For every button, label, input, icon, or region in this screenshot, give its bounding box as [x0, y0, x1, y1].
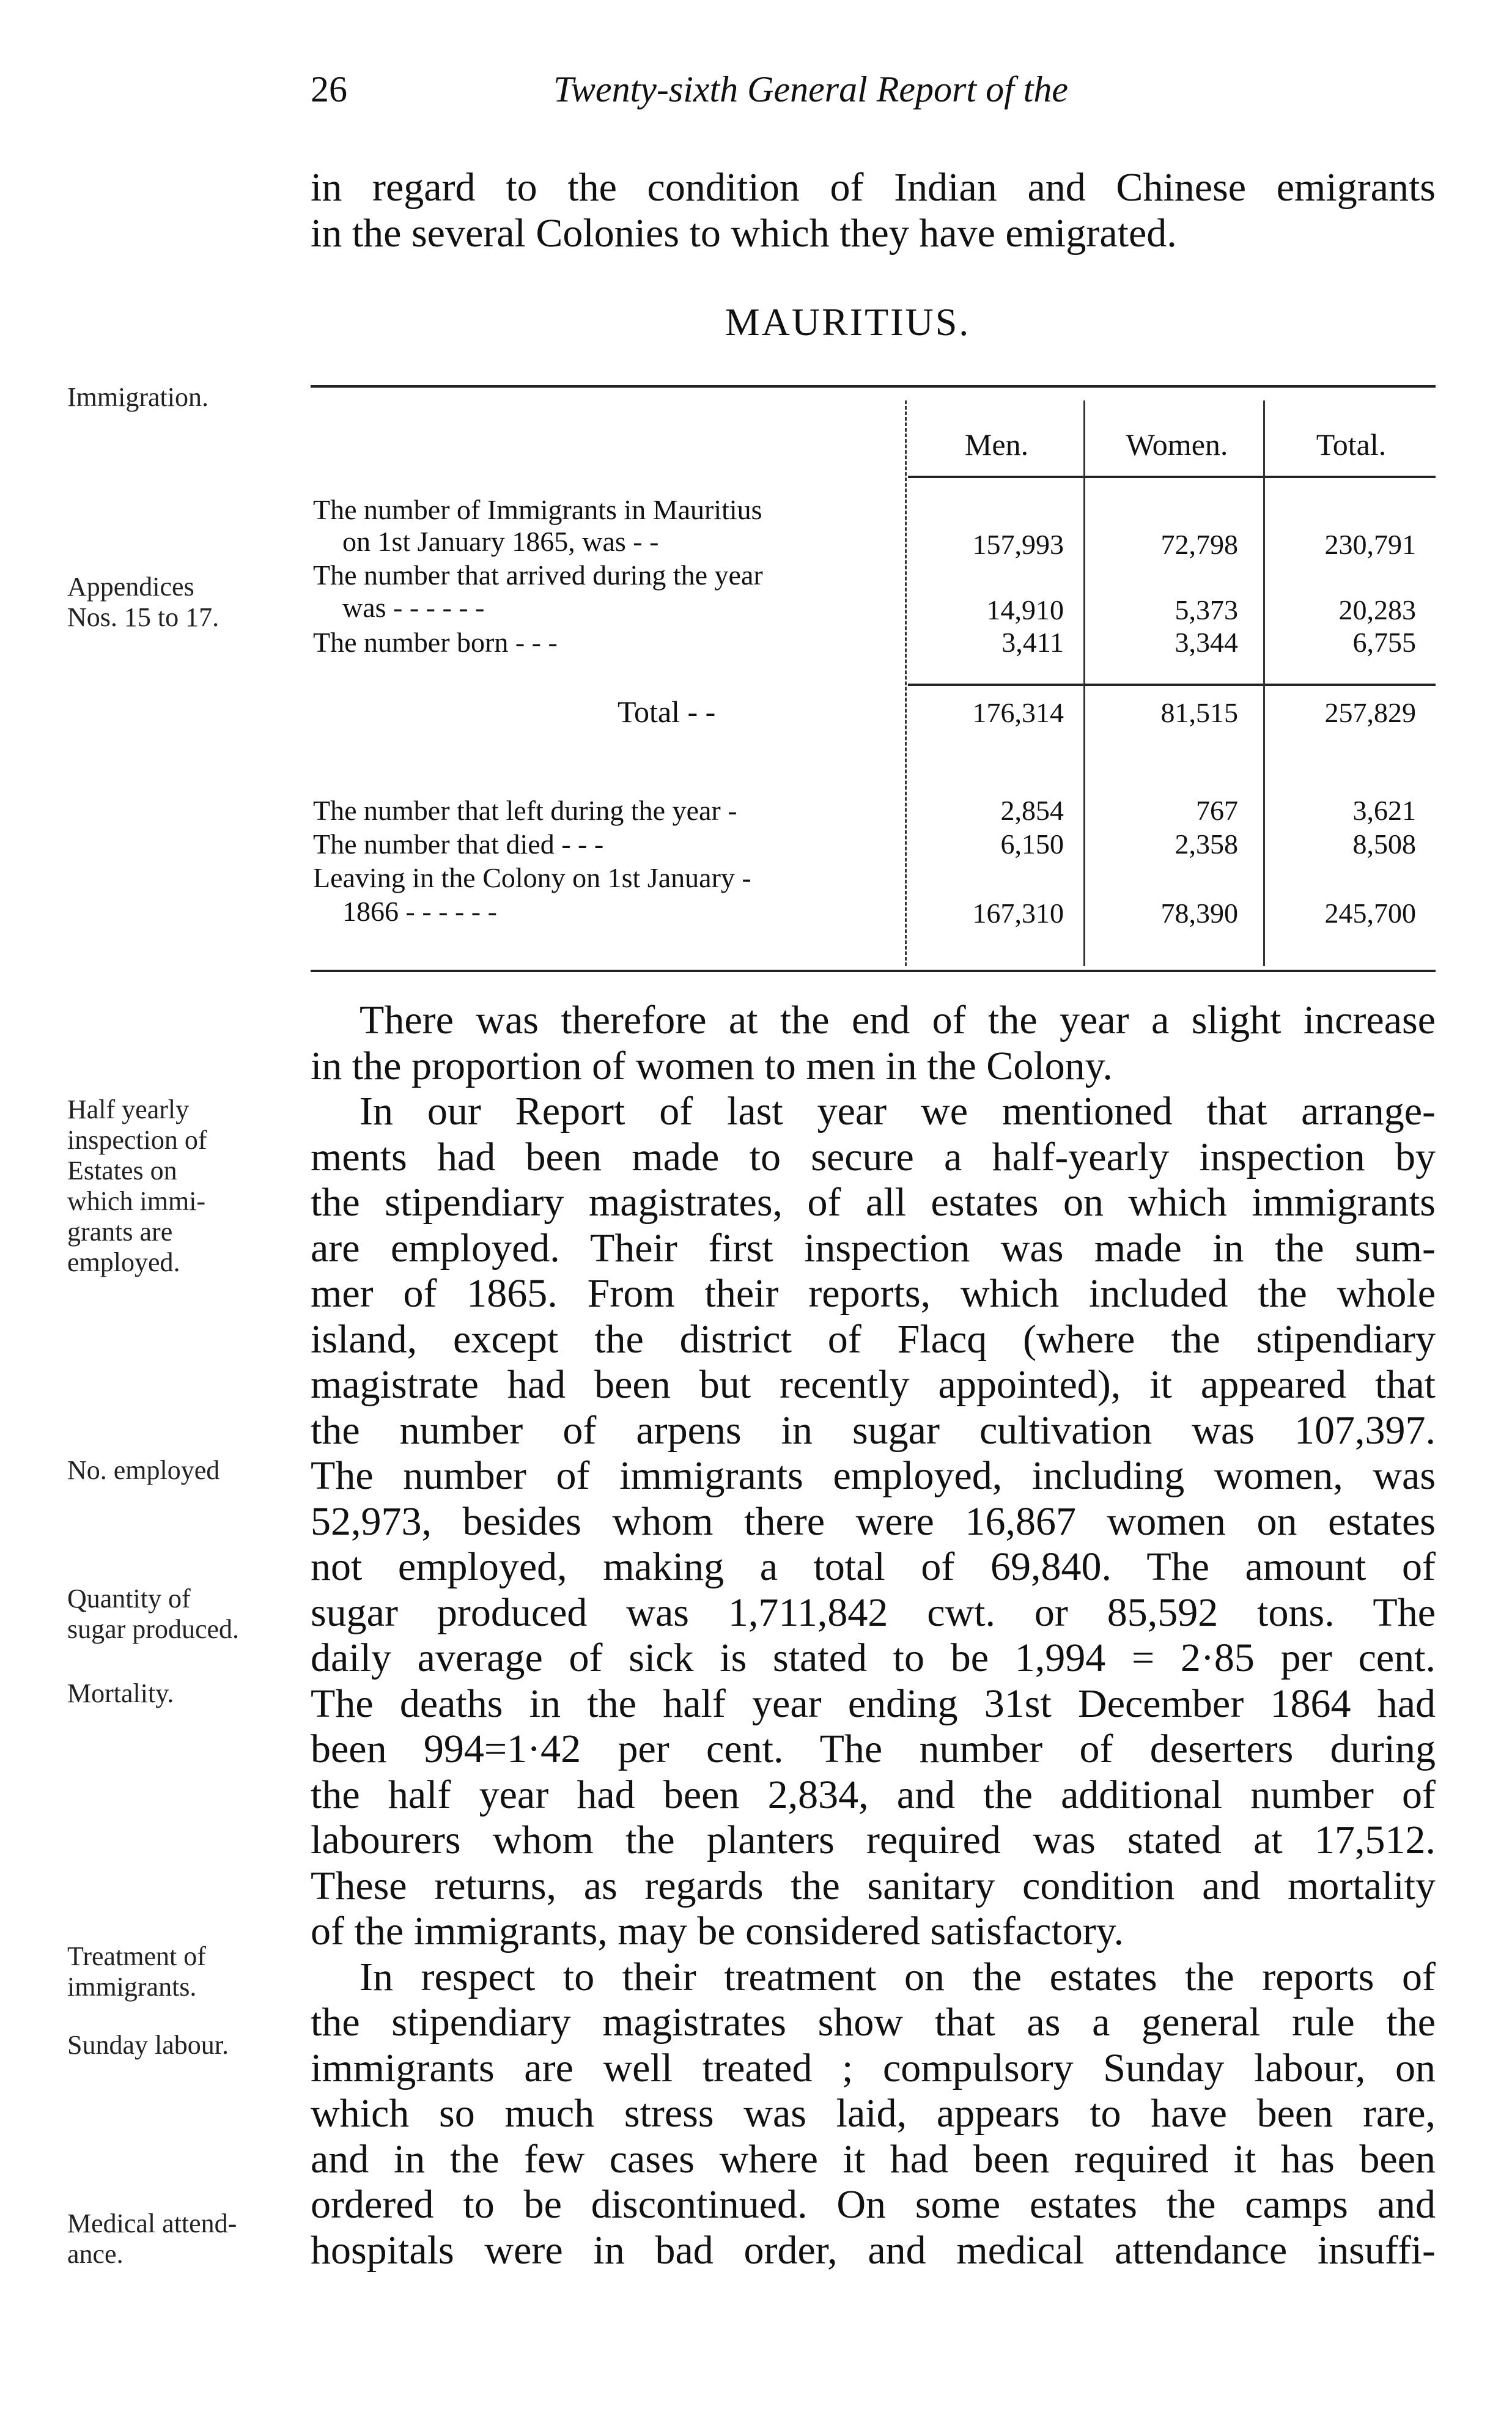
margin-note-line: Half yearly	[67, 1094, 190, 1124]
table-cell: 6,755	[1352, 627, 1416, 658]
table-cell: 176,314	[972, 697, 1064, 728]
margin-note-sunday	[67, 2030, 293, 2060]
immigration-table	[0, 0, 1512, 1009]
table-cell: 3,344	[1175, 627, 1238, 658]
table-row-label: The number of Immigrants in Mauritius	[313, 494, 762, 525]
margin-note-line: grants are	[67, 1217, 173, 1247]
table-cell: 72,798	[1160, 529, 1238, 560]
text-line: in regard to the condition of Indian and Chinese emigrants	[311, 165, 1436, 210]
margin-note-line: which immi-	[67, 1186, 206, 1216]
table-subtotal-rule	[908, 684, 1436, 686]
column-header-men: Men.	[964, 427, 1029, 462]
margin-note-half-yearly	[67, 1094, 293, 1278]
text-line: In our Report of last year we mentioned that arrange-	[360, 1089, 1436, 1134]
text-line: the half year had been 2,834, and the additional number of	[311, 1772, 1436, 1817]
text-line: 52,973, besides whom there were 16,867 women on estates	[311, 1499, 1436, 1544]
column-divider	[1263, 400, 1265, 966]
table-row-label: 1866 - - - - - -	[342, 896, 497, 927]
text-line: These returns, as regards the sanitary condition and mortality	[311, 1863, 1436, 1908]
table-cell: 14,910	[986, 594, 1064, 625]
margin-note-no-employed	[67, 1455, 293, 1486]
text-line: daily average of sick is stated to be 1,994 = 2·85 per cent.	[311, 1636, 1436, 1680]
margin-note-line: employed.	[67, 1247, 180, 1277]
table-header-rule	[908, 476, 1436, 478]
margin-note-line: Immigration.	[67, 382, 208, 412]
margin-note-line: Appendices	[67, 572, 194, 602]
text-line: of the immigrants, may be considered satisfactory.	[311, 1909, 1124, 1953]
text-line: are employed. Their first inspection was made in the sum-	[311, 1225, 1436, 1271]
text-line: in the proportion of women to men in the Colony.	[311, 1043, 1113, 1088]
table-cell: 3,621	[1352, 795, 1416, 826]
column-divider	[1083, 400, 1085, 966]
margin-note-line: Mortality.	[67, 1678, 174, 1708]
text-line: labourers whom the planters required was stated at 17,512.	[311, 1818, 1436, 1862]
margin-note-line: Medical attend-	[67, 2208, 237, 2238]
text-line: been 994=1·42 per cent. The number of deserters during	[311, 1727, 1436, 1771]
margin-note-line: sugar produced.	[67, 1614, 240, 1644]
margin-note-line: immigrants.	[67, 1972, 197, 2002]
text-line: The number of immigrants employed, including women, was	[311, 1453, 1436, 1498]
margin-note-line: Estates on	[67, 1156, 177, 1186]
text-line: in the several Colonies to which they have emigrated.	[311, 210, 1177, 256]
margin-note-treatment	[67, 1941, 293, 2002]
text-line: In respect to their treatment on the estates the reports of	[360, 1954, 1436, 1999]
margin-note-line: inspection of	[67, 1125, 207, 1155]
table-cell: 6,150	[1000, 828, 1064, 860]
text-line: island, except the district of Flacq (where the stipendiary	[311, 1316, 1436, 1362]
table-cell: 20,283	[1338, 594, 1416, 625]
table-total-label: Total - -	[618, 695, 716, 729]
text-line: ments had been made to secure a half-yearly inspection by	[311, 1134, 1436, 1179]
running-head: Twenty-sixth General Report of the	[553, 69, 1069, 109]
table-row-label: The number that arrived during the year	[313, 559, 763, 591]
table-row-label: The number that left during the year -	[313, 795, 737, 826]
table-cell: 8,508	[1352, 828, 1416, 860]
text-line: the stipendiary magistrates show that as a general rule the	[311, 2000, 1436, 2045]
section-title: MAURITIUS.	[725, 300, 971, 344]
text-line: the stipendiary magistrates, of all estates on which immigrants	[311, 1180, 1436, 1225]
table-cell: 230,791	[1324, 529, 1416, 560]
margin-note-line: No. employed	[67, 1455, 220, 1485]
text-line: which so much stress was laid, appears to have been rare,	[311, 2091, 1436, 2136]
column-header-total: Total.	[1316, 427, 1387, 462]
table-cell: 257,829	[1324, 697, 1416, 728]
margin-note-line: Sunday labour.	[67, 2030, 229, 2060]
margin-note-mortality	[67, 1678, 293, 1709]
margin-note-line: Nos. 15 to 17.	[67, 602, 219, 632]
table-row-label: was - - - - - -	[342, 592, 485, 623]
margin-note-line: Quantity of	[67, 1584, 191, 1614]
table-cell: 157,993	[972, 529, 1064, 560]
text-line: and in the few cases where it had been required it has been	[311, 2136, 1436, 2182]
table-cell: 78,390	[1160, 898, 1238, 929]
text-line: immigrants are well treated ; compulsory Sunday labour, on	[311, 2045, 1436, 2090]
table-cell: 5,373	[1175, 594, 1238, 625]
table-cell: 2,358	[1175, 828, 1238, 860]
text-line: ordered to be discontinued. On some estates the camps and	[311, 2182, 1436, 2227]
text-line: hospitals were in bad order, and medical attendance insuffi-	[311, 2227, 1436, 2273]
table-cell: 3,411	[1001, 627, 1064, 658]
text-line: The deaths in the half year ending 31st December 1864 had	[311, 1681, 1436, 1726]
text-line: the number of arpens in sugar cultivation was 107,397.	[311, 1407, 1436, 1453]
margin-note-line: ance.	[67, 2239, 124, 2269]
text-line: mer of 1865. From their reports, which included the whole	[311, 1271, 1436, 1316]
column-divider	[905, 400, 907, 966]
table-top-rule	[311, 385, 1436, 388]
text-line: There was therefore at the end of the year a slight increase	[360, 998, 1436, 1042]
table-cell: 767	[1196, 795, 1238, 826]
text-line: magistrate had been but recently appointed), it appeared that	[311, 1362, 1436, 1407]
text-line: not employed, making a total of 69,840. The amount of	[311, 1544, 1436, 1589]
table-row-label: The number that died - - -	[313, 828, 604, 860]
margin-note-medical	[67, 2208, 293, 2270]
text-line: sugar produced was 1,711,842 cwt. or 85,592 tons. The	[311, 1590, 1436, 1635]
column-header-women: Women.	[1126, 427, 1228, 462]
table-cell: 2,854	[1000, 795, 1064, 826]
table-row-label: Leaving in the Colony on 1st January -	[313, 862, 751, 893]
table-bottom-rule	[311, 970, 1436, 972]
margin-note-line: Treatment of	[67, 1941, 206, 1971]
table-cell: 245,700	[1324, 898, 1416, 929]
margin-note-quantity-sugar	[67, 1584, 293, 1645]
table-row-label: The number born - - -	[313, 627, 558, 658]
table-cell: 81,515	[1160, 697, 1238, 728]
body-text	[311, 998, 1436, 2273]
table-row-label: on 1st January 1865, was - -	[342, 526, 659, 557]
page-number: 26	[311, 69, 347, 109]
table-cell: 167,310	[972, 898, 1064, 929]
